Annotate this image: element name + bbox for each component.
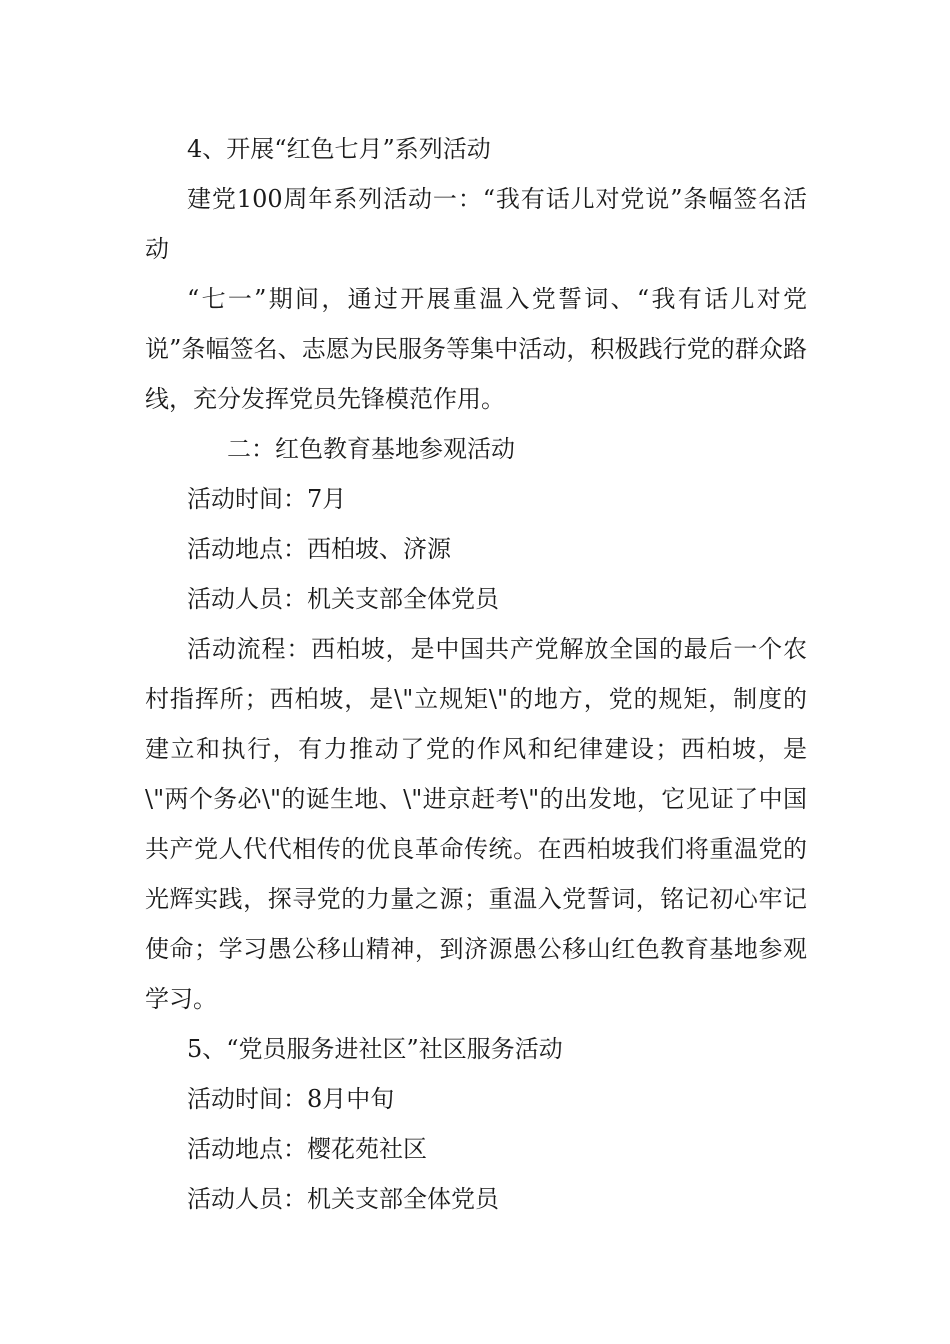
- section-heading-5: 5、“党员服务进社区”社区服务活动: [187, 1035, 563, 1063]
- document-page: [145, 124, 807, 1224]
- activity-title: 建党100周年系列活动一：“我有话儿对党说”条幅签名活动: [145, 185, 807, 263]
- activity-description: “七一”期间，通过开展重温入党誓词、“我有话儿对党说”条幅签名、志愿为民服务等集中活动，积极践行党的群众路线，充分发挥党员先锋模范作用。: [145, 285, 807, 413]
- activity-participants: 活动人员：机关支部全体党员: [187, 585, 499, 613]
- section-heading-4: 4、开展“红色七月”系列活动: [187, 135, 491, 163]
- activity-time: 活动时间：7月: [187, 485, 347, 513]
- service-participants: 活动人员：机关支部全体党员: [187, 1185, 499, 1213]
- service-location: 活动地点：樱花苑社区: [187, 1135, 427, 1163]
- subsection-heading: 二：红色教育基地参观活动: [227, 435, 515, 463]
- activity-location: 活动地点：西柏坡、济源: [187, 535, 451, 563]
- activity-process: 活动流程：西柏坡，是中国共产党解放全国的最后一个农村指挥所；西柏坡，是\"立规矩\"的地方，党的规矩，制度的建立和执行，有力推动了党的作风和纪律建设；西柏坡，是\"两个务必\"的诞生地、\"进京赶考\"的出发地，它见证了中国共产党人代代相传的优良革命传统。在西柏坡我们将重温党的光辉实践，探寻党的力量之源；重温入党誓词，铭记初心牢记使命；学习愚公移山精神，到济源愚公移山红色教育基地参观学习。: [145, 635, 807, 1013]
- service-time: 活动时间：8月中旬: [187, 1085, 395, 1113]
